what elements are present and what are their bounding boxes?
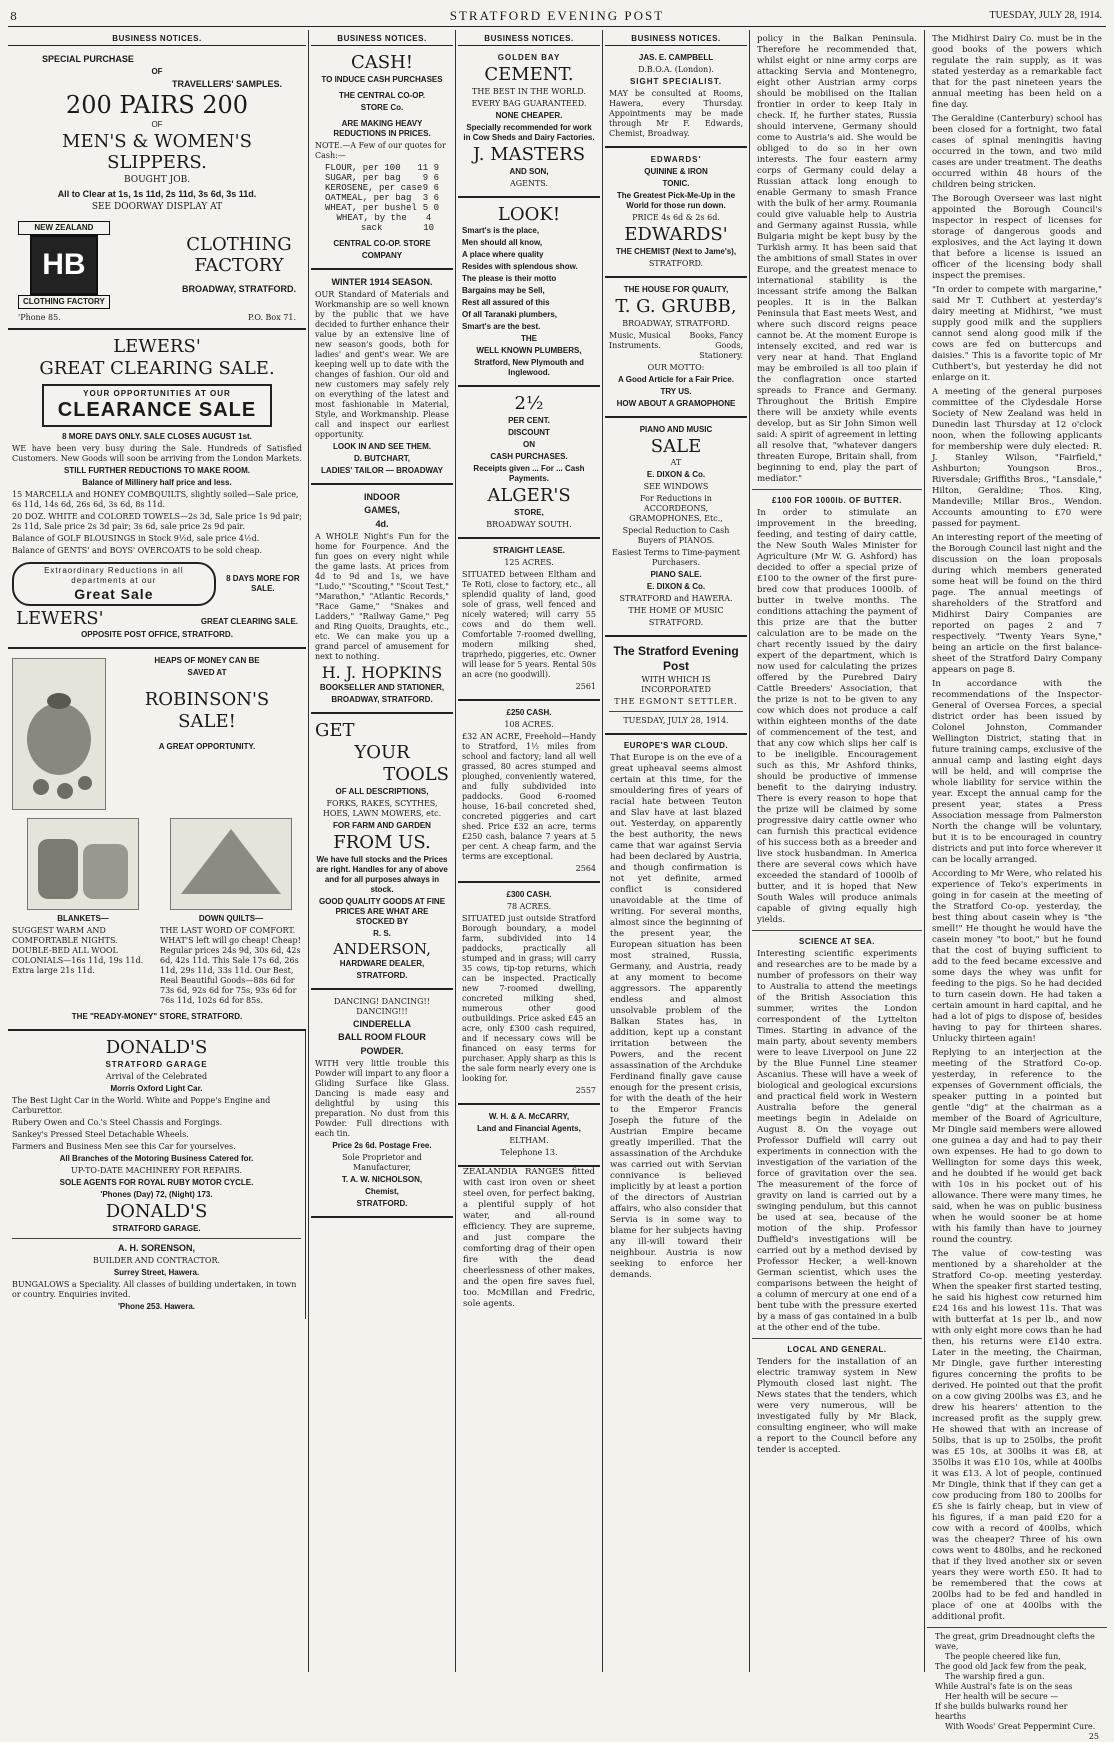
article-title: EUROPE'S WAR CLOUD. <box>623 741 729 751</box>
local-paragraph: The Borough Overseer was last night appointed the Borough Council's inspector in respect of licenses for storage of dangerous goods and explosives, and the Act laying it down that before a license is issued an officer of the licensing body shall inspect the premises. <box>932 194 1102 281</box>
clearance-banner: YOUR OPPORTUNITIES AT OUR CLEARANCE SALE <box>42 384 272 427</box>
ad-mccarry-agents: W. H. & A. McCARRY, Land and Financial Agents, ELTHAM. Telephone 13. <box>458 1105 600 1167</box>
local-paragraph: The value of cow-testing was mentioned by a shareholder at the Stratford Co-op. meeting yesterday. When the speaker first started testing, he said his highest cow returned him £24 16s and his lowest 11s. That was with butterfat at 1s per lb., and now with only eight more cows than he had then, his returns were £140 extra. Later in the meeting, the Chairman, Mr Dingle, gave further interesting figures concerning the profits to be derived. He pointed out that the profit on a cow giving 200lbs was £3, and he drew his hearers' attention to the increased profit as the supply grew. He showed that with an increase of 50lbs, that is up to 250lbs, the profit was £5 10s, at 300lbs it was £8, at 350lbs it was £10 10s, while at 400lbs it was £13. A lot of people, continued Mr Dingle, think that if they can get a cow producing from 180 to 200lbs for £5 she is fairly cheap, but in view of his figures, if a man paid £20 for a cow with a record of 400lbs, which was the cheaper? Three of his own cows went to 480lbs, and he reckoned that if they lived another six or seven years they were worth £50. It had to be remembered that the cows at 200lbs had to be fed and handled in place of one at 400lbs with the additional profit. <box>932 1249 1102 1622</box>
ad-lewers-sale: LEWERS' GREAT CLEARING SALE. YOUR OPPORTUNITIES AT OUR CLEARANCE SALE 8 MORE DAYS ONLY. SALE CLOSES AUGUST 1st. WE have been very busy during the Sale. Hundreds of Satisfied Customers. New Goods will soon be arriving from the London Markets. STILL FURTHER REDUCTIONS TO MAKE ROOM. Balance of Millinery half price and less. 15 MARCELLA and HONEY COMBQUILTS, slightly soiled—Sale price, 6s 11d, 14s 6d, 26s 6d, 3s 6d, 8s 11d. 20 DOZ. WHITE and COLORED TOWELS—2s 3d, Sale price 1s 9d pair; 2s 11d, Sale price 2s 3d pair; 3s 6d, sale price 2s 9d pair. Balance of GOLF BLOUSINGS in Stock 9½d, sale price 4½d. Balance of GENTS' and BOYS' OVERCOATS to be sold cheap. Extraordinary Reductions in all departments at our Great Sale 8 DAYS MORE FOR SALE. LEWERS' GREAT CLEARING SALE. OPPOSITE POST OFFICE, STRATFORD. <box>8 330 306 649</box>
article-body: That Europe is on the eve of a great upheaval seems almost certain at this time, for the smouldering fires of years of racial hate between Teuton and Slav have at last blazed out. Yesterday, on apparently the best authority, the news came that war against Servia had been declared by Austria, and though confirmation is not yet definite, armed conflict is considered unavoidable at the time of writing. For several months, almost since the beginning of the present year, the European situation has been most strained, Russia, Germany, and Austria, ready at any moment to become aggressors. The apparently endless and almost unsolvable problem of the Balkan States has, in addition, kept up a constant irritation between the Powers, and the recent assassination of the Archduke Ferdinand finally gave cause enough for the present crisis, for with the death of the heir to the Emperor Francis Joseph the future of the Austrian Empire became greatly imperilled. That the assassination of the Archduke was carried out with Servian connivance is believed implicitly by at least a portion of the directors of Austrian affairs, who also consider that Servia is in some way to blame for her subjects having any ill-will toward their neighbour. Austria is now seeking to enforce her demands. <box>610 753 742 1281</box>
local-paragraph: Replying to an interjection at the meeting of the Stratford Co-op. yesterday, in reference to the expenses of Government officials, the speaker putting in a pointed but gentle "dig" at the chairman as a member of the Board of Agriculture, Mr Dingle said members were allowed one guinea a day and had to pay their own expenses. He had to go down to Wellington for some days this week, and he doubted if he would get back with 10s in his pocket out of his allowance. There were many times, he said, when he was on public business when he would sooner be at home with his family than have to journey round the country. <box>932 1048 1102 1245</box>
price-row: FLOUR, per 100 11 9 <box>325 162 439 173</box>
price-row: KEROSENE, per case 9 6 <box>325 182 439 193</box>
ad-donalds-garage: DONALD'S STRATFORD GARAGE Arrival of the Celebrated Morris Oxford Light Car. The Best Light Car in the World. White and Poppe's Engine and Carburettor. Rubery Owen and Co.'s Steel Chassis and Forgings. Sankey's Pressed Steel Detachable Wheels. Farmers and Business Men see this Car for yourselves. All Branches of the Motoring Business Catered for. UP-TO-DATE MACHINERY FOR REPAIRS. SOLE AGENTS FOR ROYAL RUBY MOTOR CYCLE. 'Phones (Day) 72, (Night) 173. DONALD'S STRATFORD GARAGE. A. H. SORENSON, BUILDER AND CONTRACTOR. Surrey Street, Hawera. BUNGALOWS a Speciality. All classes of building undertaken, in town or country. Enquiries invited. 'Phone 253. Hawera. <box>8 1031 306 1319</box>
issue-date: TUESDAY, JULY 28, 1914. <box>989 10 1102 21</box>
local-paragraph: The Midhirst Dairy Co. must be in the good books of the powers which regulate the rain supply, as it was stated yesterday as a remarkable fact that for the past nineteen years the annual meeting has been held on a fine day. <box>932 34 1102 110</box>
column-6 <box>927 30 1107 1741</box>
ad-dixon-piano: PIANO AND MUSIC SALE AT E. DIXON & Co. SEE WINDOWS For Reductions in ACCORDEONS, GRAMOPHONES, Etc., Special Reduction to Cash Buyers of PIANOS. Easiest Terms to Time-payment Purchasers. PIANO SALE. E. DIXON & Co. STRATFORD and HAWERA. THE HOME OF MUSIC STRATFORD. <box>605 418 747 638</box>
local-paragraph: According to Mr Were, who related his experience of Teko's experiments in going in for casein at the meeting of the Stratford Co-op. yesterday, the best thing about casein whey is "the smell!" He thought he would have the casein money "to boot," but he found that the cost of buying sufficient to add to the feed became excessive and some days the whey was unfit for feeding to the pigs. So he had decided to turn casein down. He had taken a certain amount in hard capital, and he had a lot of pigs to dispose of, besides having to pay for thirteen shares. Unlucky thirteen again! <box>932 869 1102 1044</box>
ad-grubb-music: THE HOUSE FOR QUALITY, T. G. GRUBB, BROADWAY, STRATFORD. Music, Musical Instruments. Books, Fancy Goods, Stationery. OUR MOTTO: A Good Article for a Fair Price. TRY US. HOW ABOUT A GRAMOPHONE <box>605 278 747 418</box>
column-2 <box>311 30 453 1672</box>
column-heading: BUSINESS NOTICES. <box>458 30 600 46</box>
ad-edwards-tonic: EDWARDS' QUININE & IRON TONIC. The Greatest Pick-Me-Up in the World for those run down. PRICE 4s 6d & 2s 6d. EDWARDS' THE CHEMIST (Next to Jame's), STRATFORD. <box>605 148 747 278</box>
column-heading: BUSINESS NOTICES. <box>605 30 747 46</box>
local-paragraph: A meeting of the general purposes committee of the Clydesdale Horse Society of New Zealand was held in Dunedin last Thursday at 12 o'clock noon, when the following applicants for membership were duly elected: R. J. Stanley Wilson, "Fairfield," Ashburton; Youngson Bros., Riversdale; Griffiths Bros., "Lansdale," Hilton, Geraldine; Thos. King, Mandeville; Millar Bros., Wendon. Accounts amounting to £70 were passed for payment. <box>932 387 1102 529</box>
ad-smarts-plumbers: LOOK! Smart's is the place, Men should all know, A place where quality Resides with splendous show. The please is their motto Bargains may be Sell, Rest all assured of this Of all Taranaki plumbers, Smart's are the best. THE WELL KNOWN PLUMBERS, Stratford, New Plymouth and Inglewood. <box>458 198 600 388</box>
down-quilt-illustration <box>170 818 292 910</box>
paper-name: STRATFORD EVENING POST <box>449 8 665 23</box>
hb-logo: NEW ZEALAND HB CLOTHING FACTORY <box>18 221 110 309</box>
column-1 <box>8 30 306 1672</box>
column-divider <box>749 30 750 1672</box>
masthead-rule <box>8 26 1106 27</box>
local-paragraph: The Geraldine (Canterbury) school has been closed for a fortnight, two fatal cases of spinal meningitis having occurred in the town, and two mild cases are under treatment. The deaths occurred within 48 hours of the children being stricken. <box>932 114 1102 190</box>
local-paragraph: In accordance with the recommendations of the Inspector-General of Oversea Forces, a special district order has been issued by Colonel Johnston, Commander Wellington District, stating that in future training camps, exclusive of the annual camp and lasting eight days will be held, and will comprise the whole liability for service within the year. Except the annual camp for the present year, states a Press Association message from Palmerston North the change will be voluntary, but it is to be encouraged in country districts and put into force wherever it can be locally arranged. <box>932 679 1102 865</box>
ad-headline: 200 PAIRS 200 <box>65 90 249 119</box>
masthead <box>0 0 1114 28</box>
ad-300-cash: £300 CASH. 78 ACRES. SITUATED just outside Stratford Borough boundary, a model farm, subdivided into 14 paddocks, practically all stumped and in grass; will carry 35 cows, tip-top returns, which can be inspected. Practically new 7-roomed dwelling, concreted milking shed, numerous other good outbuildings. Price asked £45 an acre, only £300 cash required, and if necessary cows will be financed on easy terms for purchaser. Apply sharp as this is the sale form nearly every one is looking for. 2557 <box>458 883 600 1105</box>
article-body: In order to stimulate an improvement in the breeding, feeding, and testing of dairy cattle, the New South Wales Minister for Agriculture (Mr W. G. Ashford) has decided to offer a special prize of £100 to the owner of the first pure-bred cow that produces 1000lb. of butter in twelve months. The conditions attaching the payment of this prize are that the butter calculation are to be made on the chart recently issued by the dairy expert of the department, which is now used for calculating the prizes offered by the Purebred Dairy Cattle Breeders' Association, that the prize is not to be given to any cow which does not produce a calf within eighteen months of the date of commencement of the test, and that any cow which slips her calf is to be ineligible. Encouragement such as this, Mr Ashford thinks, should be productive of immense benefit to the dairying industry. There is every reason to hope that the prize will be claimed by some progressive dairy cattle owner who can furnish this practical evidence of his success both as a breeder and live stock husbandman. In America there are several cows which have exceeded the standard of 1000lb of butter, and it is hoped that New South Wales will produce animals capable of giving equally high yields. <box>757 508 917 925</box>
price-row: WHEAT, by the sack 4 10 <box>336 212 435 233</box>
price-list <box>315 163 449 233</box>
blankets-illustration <box>27 818 139 910</box>
inner-masthead: The Stratford Evening Post WITH WHICH IS INCORPORATED THE EGMONT SETTLER. TUESDAY, JULY 28, 1914. <box>605 637 747 735</box>
column-heading: BUSINESS NOTICES. <box>8 30 306 46</box>
zealandia-ranges-notice: ZEALANDIA RANGES fitted with cast iron oven or sheet steel oven, for perfect baking, a plentiful supply of hot water, and all-round efficiency. They are supreme, and just compare the comforting drag of their open fire with the dead cheerlessness of other makes, and the open fire saves fuel, too. McMillan and Fredric, sole agents. <box>463 1166 595 1309</box>
local-paragraph: An interesting report of the meeting of the Borough Council last night and the discussion on the loan proposals during which members generated some heat will be found on the third page. The annual meetings of shareholders of the Stratford and Midhirst Dairy Companies are reported on pages 2 and 7 respectively. "Twenty Years Syne," being an article on the first balance-sheet of the Stratford Dairy Company appears on page 8. <box>932 533 1102 675</box>
ad-hopkins-games: INDOOR GAMES, 4d. A WHOLE Night's Fun for the home for Fourpence. And the fun goes on every night while the game lasts. At prices from 4d to 9d and 1s, we have "Ludo," "Scouting," "Scout Test," "Marathon," "Atlantic Records," "Race Game," "Snakes and Ladders," "Railway Game," Peg and Ring Quoits, Draughts, etc., etc. We can make you up a grand parcel of amusement for next to nothing. H. J. HOPKINS BOOKSELLER AND STATIONER, BROADWAY, STRATFORD. <box>311 485 453 714</box>
ad-campbell-sight: JAS. E. CAMPBELL D.B.O.A. (London). SIGHT SPECIALIST. MAY be consulted at Rooms, Hawera, every Thursday. Appointments may be made through Mr F. Edwards, Chemist, Broadway. <box>605 46 747 148</box>
column-divider <box>308 30 309 1672</box>
ad-algers-discount: 2½ PER CENT. DISCOUNT ON CASH PURCHASES. Receipts given ... For ... Cash Payments. ALGER'S STORE, BROADWAY SOUTH. <box>458 387 600 539</box>
column-3 <box>458 30 600 1672</box>
verse: The great, grim Dreadnought clefts the wave, The people cheered like fun, The good old Jack few from the peak, The warship fired a gun. While Austral's fate is on the seas Her health will be secure — If she builds bulwarks round her hearths With Woods' Great Peppermint Cure. 25 <box>935 1632 1099 1741</box>
article-title: LOCAL AND GENERAL. <box>787 1345 887 1354</box>
great-sale-banner: Extraordinary Reductions in all departments at our Great Sale <box>12 562 216 606</box>
article-body: Tenders for the installation of an electric tramway system in New Plymouth closed last night. The News states that the tenders, which were very numerous, will be investigated fully by Mr Black, consulting engineer, who will make a report to the Council before any tender is accepted. <box>757 1357 917 1455</box>
ad-robinsons-sale: HEAPS OF MONEY CAN BE SAVED AT ROBINSON'S SALE! A GREAT OPPORTUNITY. BLANKETS— SUGGEST WARM AND COMFORTABLE NIGHTS. DOUBLE-BED ALL WOOL COLONIALS—16s 11d, 19s 11d. Extra large 21s 11d. DOWN QUILTS— THE LAST WORD OF COMFORT. WHAT'S left will go cheap! Cheap! Regular prices 24s 9d, 30s 6d, 42s 6d, 42s 11d. This Sale 17s 6d, 26s 11d, 29s 11d, 33s 11d. Our Best, Real Beautiful Goods—88s 6d for 73s 6d, 92s 6d for 75s, 93s 6d for 76s 11d, 102s 6d for 85s. THE "READY-MONEY" STORE, STRATFORD. <box>8 649 306 1031</box>
ad-golden-bay-cement: GOLDEN BAY CEMENT. THE BEST IN THE WORLD. EVERY BAG GUARANTEED. NONE CHEAPER. Specially recommended for work in Cow Sheds and Dairy Factories. J. MASTERS AND SON, AGENTS. <box>458 46 600 198</box>
ad-butchart-tailor: WINTER 1914 SEASON. OUR Standard of Materials and Workmanship are so well known by the public that we have decided to further enhance their value by an extensive line of new season's goods, both for ladies' and gent's wear. We are keeping well up to date with the changes of fashion. Our old and new customers may safely rely on everything of the latest and most fashionable in Material, Style, and Workmanship. Please call and inspect our earliest opportunity. LOOK IN AND SEE THEM. D. BUTCHART, LADIES' TAILOR — BROADWAY <box>311 270 453 485</box>
local-paragraph: "In order to compete with margarine," said Mr T. Cuthbert at yesterday's dairy meeting at Midhirst, "we must supply good milk and the suppliers cannot send along good milk if the cows are fed on buttercups and daisies." This is a favorite topic of Mr Cuthbert's, but yesterday he did not enlarge on it. <box>932 285 1102 383</box>
ad-cinderella-powder: DANCING! DANCING!! DANCING!!! CINDERELLA BALL ROOM FLOUR POWDER. WITH very little trouble this Powder will impart to any floor a Gliding Surface like Glass. Dancing is made easy and delightful by using this preparation. No dust from this Powder. Full directions with each tin. Price 2s 6d. Postage Free. Sole Proprietor and Manufacturer, T. A. W. NICHOLSON, Chemist, STRATFORD. <box>311 990 453 1218</box>
money-bag-illustration <box>12 658 106 810</box>
ad-slippers: SPECIAL PURCHASE OF TRAVELLERS' SAMPLES. 200 PAIRS 200 OF MEN'S & WOMEN'S SLIPPERS. BOUGHT JOB. All to Clear at 1s, 1s 11d, 2s 11d, 3s 6d, 3s 11d. SEE DOORWAY DISPLAY AT NEW ZEALAND HB CLOTHING FACTORY CLOTHING FACTORY BROADWAY, STRATFORD. 'Phone 85. P.O. Box 71. <box>8 46 306 330</box>
column-4 <box>605 30 747 1672</box>
column-5 <box>752 30 922 1672</box>
price-row: OATMEAL, per bag 3 6 <box>325 192 439 203</box>
ad-anderson-tools: GET YOUR TOOLS OF ALL DESCRIPTIONS, FORKS, RAKES, SCYTHES, HOES, LAWN MOWERS, etc. FOR FARM AND GARDEN FROM US. We have full stocks and the Prices are right. Handles for any of above and for all purposes always in stock. GOOD QUALITY GOODS AT FINE PRICES ARE WHAT ARE STOCKED BY R. S. ANDERSON, HARDWARE DEALER, STRATFORD. <box>311 714 453 990</box>
column-divider <box>924 30 925 1672</box>
article-body: policy in the Balkan Peninsula. Therefore he recommended that, whilst eight or nine army corps are attacking Servia and Montenegro, eight other Austrian army corps should be mobilised on the Italian frontier in order to keep Italy in check. If, he further states, Russia should intervene, Germany should come to Austria's aid. She would be obliged to do so in her own interests. The four eastern army corps of Germany could delay a Russian attack long enough to enable Germany to smash France with the bulk of her army. Roumania could give valuable help to Austria and Germany against Russia, while Bulgaria might be kept busy by the Turkish army. It has been said that the ambitions of small States in over Europe, and the greatest menace to international stability is the incessant strife among the Balkan peoples. It is in the Balkan Peninsula that East meets West, and where such discord reigns peace cannot be. At the moment Europe is intensely excited, and red war is very near at hand. That England may be embroiled is all too plain if the conflagration once started spreads to France and Germany. Throughout the British Empire there will be anxiety while events develop, but as Sir John Simon well said: A spirit of agreement in letting all resolve that, "whatever dangers threaten Europe, Britain shall, from beginning to end, play the part of mediator." <box>757 34 917 484</box>
column-divider <box>602 30 603 1672</box>
page-number: 8 <box>10 10 17 23</box>
article-body: Interesting scientific experiments and researches are to be made by a number of professors on their way to Australia to attend the meetings of the British Association this summer, writes the London correspondent of the Lyttelton Times. Starting in advance of the main party, about seventy members were to leave Liverpool on June 22 by the Blue Funnel Line steamer Ascanius. These will have a week of biological and geological excursions and practical field work in Western Australia before the general meetings begin in Adelaide on August 8. On the voyage out Professor Duffield will carry out experiments in connection with the investigation of the variation of the force of gravitation over the sea. The measurement of the force of gravity on land is carried out by a swinging pendulum, but this cannot be used at sea, because of the motion of the ship. Professor Duffield's investigations will be carried out by a method devised by Professor Hecker, a well-known German scientist, which uses the comparisons between the height of a column of mercury at one end of a bent tube with the pressure exerted by a mass of gas contained in a bulb at the other end of the tube. <box>757 949 917 1333</box>
article-title: SCIENCE AT SEA. <box>799 937 875 946</box>
price-row: SUGAR, per bag 9 6 <box>325 172 439 183</box>
ad-straight-lease: STRAIGHT LEASE. 125 ACRES. SITUATED between Eltham and Te Roti, close to factory, etc., all splendid quality of land, good sole of grass, well fenced and nicely watered; will carry 55 cows and do them well. Comfortable 7-roomed dwelling, modern milking shed, traprhedo, piggeries, etc. Owner will lease for 5 years. Rental 50s an acre (no goodwill). 2561 <box>458 539 600 701</box>
price-row: WHEAT, per bushel 5 0 <box>325 202 439 213</box>
article-title: £100 FOR 1000lb. OF BUTTER. <box>772 496 902 505</box>
column-heading: BUSINESS NOTICES. <box>311 30 453 46</box>
column-divider <box>455 30 456 1672</box>
ad-250-cash: £250 CASH. 108 ACRES. £32 AN ACRE, Freehold—Handy to Stratford, 1½ miles from school and factory; land all well grassed, 80 acres stumped and ploughed, conveniently watered, and fully subdivided into paddocks. Good 6-roomed house, 16-bail concreted shed, concreted piggeries and cart shed. Price £32 an acre, terms £250 cash, balance 7 years at 5 per cent. A cheap farm, and the terms are exceptional. 2564 <box>458 701 600 883</box>
ad-central-coop: CASH! TO INDUCE CASH PURCHASES THE CENTRAL CO-OP. STORE Co. ARE MAKING HEAVY REDUCTIONS IN PRICES. NOTE.—A Few of our quotes for Cash:— FLOUR, per 100 11 9 SUGAR, per bag 9 6 KEROSENE, per case 9 6 OATMEAL, per bag 3 6 WHEAT, per bushel 5 0 WHEAT, by the sack 4 10 CENTRAL CO-OP. STORE COMPANY <box>311 46 453 270</box>
